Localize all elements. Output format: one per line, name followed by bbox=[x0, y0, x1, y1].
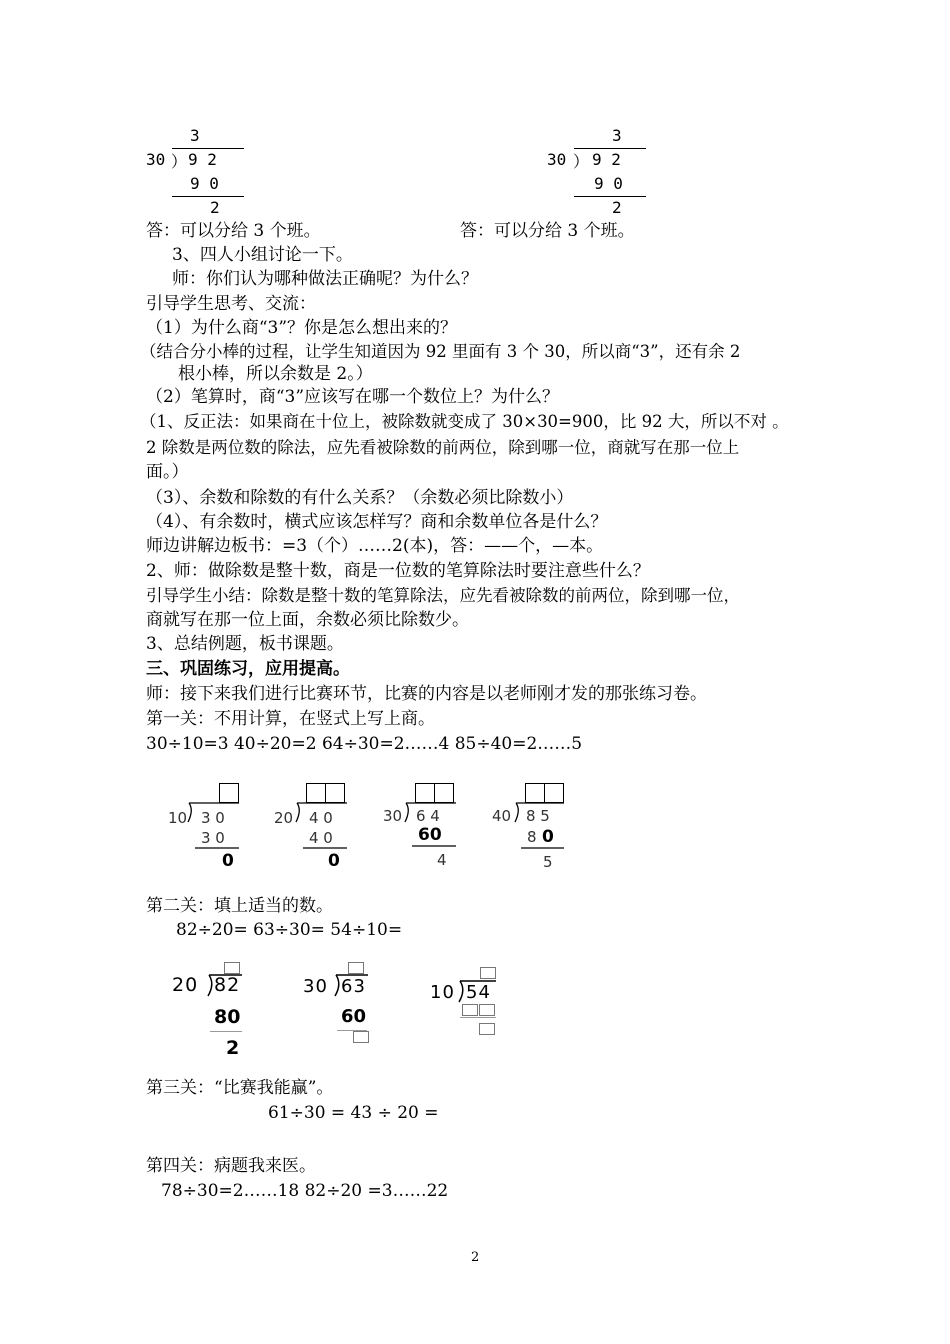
remainder: 2 bbox=[210, 198, 220, 217]
divisor: 20 bbox=[274, 809, 294, 827]
product-box[interactable] bbox=[462, 1004, 478, 1016]
level2-title: 第二关：填上适当的数。 bbox=[146, 896, 333, 916]
bracket: ） bbox=[573, 152, 590, 171]
product: 60 bbox=[418, 825, 442, 845]
remainder: 2 bbox=[612, 198, 622, 217]
product: 3 0 bbox=[201, 829, 225, 847]
quotient: 3 bbox=[190, 126, 200, 145]
page-number: 2 bbox=[471, 1250, 480, 1265]
level3-title: 第三关：“比赛我能赢”。 bbox=[146, 1078, 334, 1098]
intro-text: 师：接下来我们进行比赛环节，比赛的内容是以老师刚才发的那张练习卷。 bbox=[146, 684, 707, 704]
dividend: 6 4 bbox=[416, 807, 440, 825]
subtraction-line bbox=[172, 196, 244, 197]
text-line: （3）、余数和除数的有什么关系？（余数必须比除数小） bbox=[146, 488, 574, 508]
dividend: 54 bbox=[466, 982, 491, 1003]
text-line: 引导学生小结：除数是整十数的笔算除法，应先看被除数的前两位，除到哪一位， bbox=[146, 586, 740, 605]
subtraction-line bbox=[210, 1031, 242, 1032]
remainder-box[interactable] bbox=[353, 1031, 369, 1043]
dividend: 3 0 bbox=[201, 809, 225, 827]
dividend: 82 bbox=[214, 974, 241, 996]
text-line: 3、四人小组讨论一下。 bbox=[172, 245, 353, 265]
text-line: （4）、有余数时，横式应该怎样写？商和余数单位各是什么？ bbox=[146, 512, 608, 532]
dividend: 63 bbox=[341, 976, 366, 997]
product: 80 bbox=[214, 1006, 241, 1028]
remainder: 0 bbox=[328, 851, 340, 871]
product: 60 bbox=[341, 1006, 367, 1027]
quotient: 3 bbox=[612, 126, 622, 145]
divisor: 30 bbox=[383, 807, 403, 825]
product: 8 bbox=[527, 828, 537, 846]
dividend: 9 2 bbox=[188, 150, 217, 169]
answer-left: 答：可以分给 3 个班。 bbox=[146, 221, 321, 241]
section-title: 三、巩固练习，应用提高。 bbox=[146, 659, 350, 679]
level3-equations: 61÷30 = 43 ÷ 20 = bbox=[268, 1103, 439, 1123]
product: 9 0 bbox=[190, 174, 219, 193]
divisor: 30 bbox=[303, 976, 328, 997]
level1-equations: 30÷10=3 40÷20=2 64÷30=2……4 85÷40=2……5 bbox=[146, 734, 583, 754]
divisor: 40 bbox=[492, 807, 512, 825]
level4-title: 第四关：病题我来医。 bbox=[146, 1156, 316, 1176]
text-line: （结合分小棒的过程，让学生知道因为 92 里面有 3 个 30，所以商“3”，还有余 2 bbox=[140, 342, 741, 361]
text-line: （1、反正法：如果商在十位上，被除数就变成了 30×30=900，比 92 大，所以不对 。 bbox=[140, 412, 789, 431]
dividend: 8 5 bbox=[526, 807, 550, 825]
text-line: 根小棒，所以余数是 2。） bbox=[178, 364, 373, 384]
remainder: 5 bbox=[543, 853, 553, 871]
remainder: 2 bbox=[226, 1037, 240, 1059]
text-line: 商就写在那一位上面，余数必须比除数少。 bbox=[146, 610, 469, 630]
subtraction-line bbox=[460, 1017, 496, 1018]
product: 9 0 bbox=[594, 174, 623, 193]
product: 4 0 bbox=[309, 829, 333, 847]
level1-title: 第一关：不用计算，在竖式上写上商。 bbox=[146, 709, 435, 729]
product-box[interactable] bbox=[479, 1004, 495, 1016]
subtraction-line bbox=[574, 196, 646, 197]
divisor: 10 bbox=[168, 809, 188, 827]
divisor: 10 bbox=[430, 982, 455, 1003]
dividend: 4 0 bbox=[309, 809, 333, 827]
text-line: 师：你们认为哪种做法正确呢？为什么？ bbox=[172, 269, 478, 289]
bracket: ） bbox=[171, 152, 188, 171]
text-line: 2、师：做除数是整十数，商是一位数的笔算除法时要注意些什么？ bbox=[146, 561, 650, 581]
answer-right: 答：可以分给 3 个班。 bbox=[460, 221, 635, 241]
text-line: （2）笔算时，商“3”应该写在哪一个数位上？为什么？ bbox=[146, 387, 560, 407]
remainder-box[interactable] bbox=[479, 1023, 495, 1035]
remainder: 0 bbox=[222, 851, 234, 871]
text-line: （1）为什么商“3”？你是怎么想出来的？ bbox=[146, 318, 458, 338]
text-line: 引导学生思考、交流： bbox=[146, 294, 316, 314]
divisor: 30 bbox=[547, 150, 567, 169]
level4-equations: 78÷30=2……18 82÷20 =3……22 bbox=[161, 1181, 449, 1201]
text-line: 师边讲解边板书：=3（个）……2(本)，答：——个，—本。 bbox=[146, 536, 604, 556]
divisor: 20 bbox=[172, 974, 199, 996]
level2-equations: 82÷20= 63÷30= 54÷10= bbox=[176, 920, 403, 940]
text-line: 2 除数是两位数的除法，应先看被除数的前两位，除到哪一位，商就写在那一位上 bbox=[146, 438, 740, 457]
dividend: 9 2 bbox=[592, 150, 621, 169]
text-line: 3、总结例题，板书课题。 bbox=[146, 634, 344, 654]
product-digit: 0 bbox=[542, 827, 554, 847]
divisor: 30 bbox=[146, 150, 166, 169]
text-line: 面。） bbox=[146, 462, 189, 482]
remainder: 4 bbox=[437, 851, 447, 869]
